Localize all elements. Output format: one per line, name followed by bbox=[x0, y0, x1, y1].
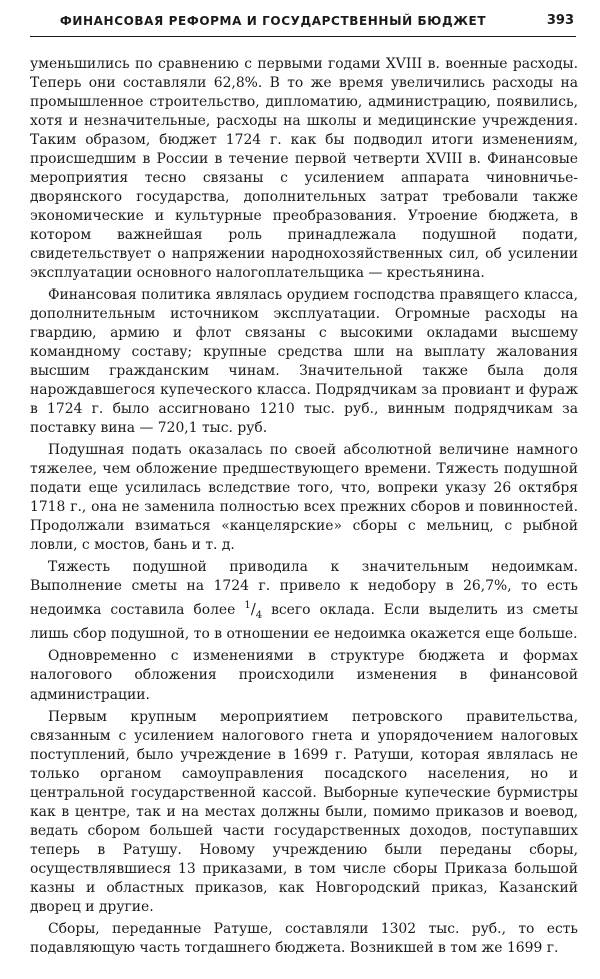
paragraph-3: Подушная подать оказалась по своей абсолютной величине намного тяжелее, чем обложение предшествующего времени. Тяжесть подушной подати еще усилилась вследствие того, что, вопреки указу 26 октября 1718 г., она не заменила полностью всех прежних сборов и повинностей. Продолжали взиматься «канцелярские» сборы с мельниц, с рыбной ловли, с мостов, бань и т. д. bbox=[30, 442, 578, 554]
paragraph-4 bbox=[30, 558, 578, 644]
paragraph-4-text-before: Тяжесть подушной приводила к значительным недоимкам. Выполнение сметы на 1724 г. привело к недобору в 26,7%, то есть недоимка составила более bbox=[30, 559, 578, 619]
fraction-denominator: 4 bbox=[255, 610, 263, 622]
page-number: 393 bbox=[546, 13, 574, 28]
paragraph-1: уменьшились по сравнению с первыми годами XVIII в. военные расходы. Теперь они составляли 62,8%. В то же время увеличились расходы на промышленное строительство, дипломатию, администрацию, появились, хотя и незначительные, расходы на школы и медицинские учреждения. Таким образом, бюджет 1724 г. как бы подводил итоги изменениям, происшедшим в России в течение первой четверти XVIII в. Финансовые мероприятия тесно связаны с усилением аппарата чиновничье-дворянского государства, дополнительных затрат требовали также экономические и культурные преобразования. Утроение бюджета, в котором важнейшая роль принадлежала подушной подати, свидетельствует о напряжении народнохозяйственных сил, об усилении эксплуатации основного налогоплательщика — крестьянина. bbox=[30, 56, 578, 282]
fraction-quarter: $^1/_4$ bbox=[244, 600, 263, 622]
paragraph-6: Первым крупным мероприятием петровского правительства, связанным с усилением налогового гнета и упорядочением налоговых поступлений, было учреждение в 1699 г. Ратуши, которая являлась не только органом самоуправления посадского населения, но и центральной государственной кассой. Выборные купеческие бурмистры как в центре, так и на местах должны были, помимо приказов и воевод, ведать сбором большей части государственных доходов, поступавших теперь в Ратушу. Новому учреждению были переданы сборы, осуществлявшиеся 13 приказами, в том числе сборы Приказа большой казны и областных приказов, как Новгородский приказ, Казанский дворец и другие. bbox=[30, 708, 578, 915]
body-text bbox=[30, 55, 578, 961]
page-header bbox=[30, 10, 576, 37]
paragraph-4-text-after: всего оклада. Если выделить из сметы лишь сбор подушной, то в отношении ее недоимка окажется еще больше. bbox=[30, 602, 578, 643]
paragraph-2: Финансовая политика являлась орудием господства правящего класса, дополнительным источником эксплуатации. Огромные расходы на гвардию, армию и флот связаны с высокими окладами высшему командному составу; крупные средства шли на выплату жалования высшим гражданским чинам. Значительной также была доля нарождавшегося купеческого класса. Подрядчикам за провиант и фураж в 1724 г. было ассигновано 1210 тыс. руб., винным подрядчикам за поставку вина — 720,1 тыс. руб. bbox=[30, 287, 578, 437]
paragraph-7: Сборы, переданные Ратуше, составляли 1302 тыс. руб., то есть подавляющую часть тогдашнего бюджета. Возникшей в том же 1699 г. bbox=[30, 920, 578, 956]
paragraph-5: Одновременно с изменениями в структуре бюджета и формах налогового обложения происходили изменения в финансовой администрации. bbox=[30, 648, 578, 703]
fraction-numerator: 1 bbox=[244, 600, 251, 612]
running-title: ФИНАНСОВАЯ РЕФОРМА И ГОСУДАРСТВЕННЫЙ БЮДЖЕТ bbox=[59, 14, 487, 28]
